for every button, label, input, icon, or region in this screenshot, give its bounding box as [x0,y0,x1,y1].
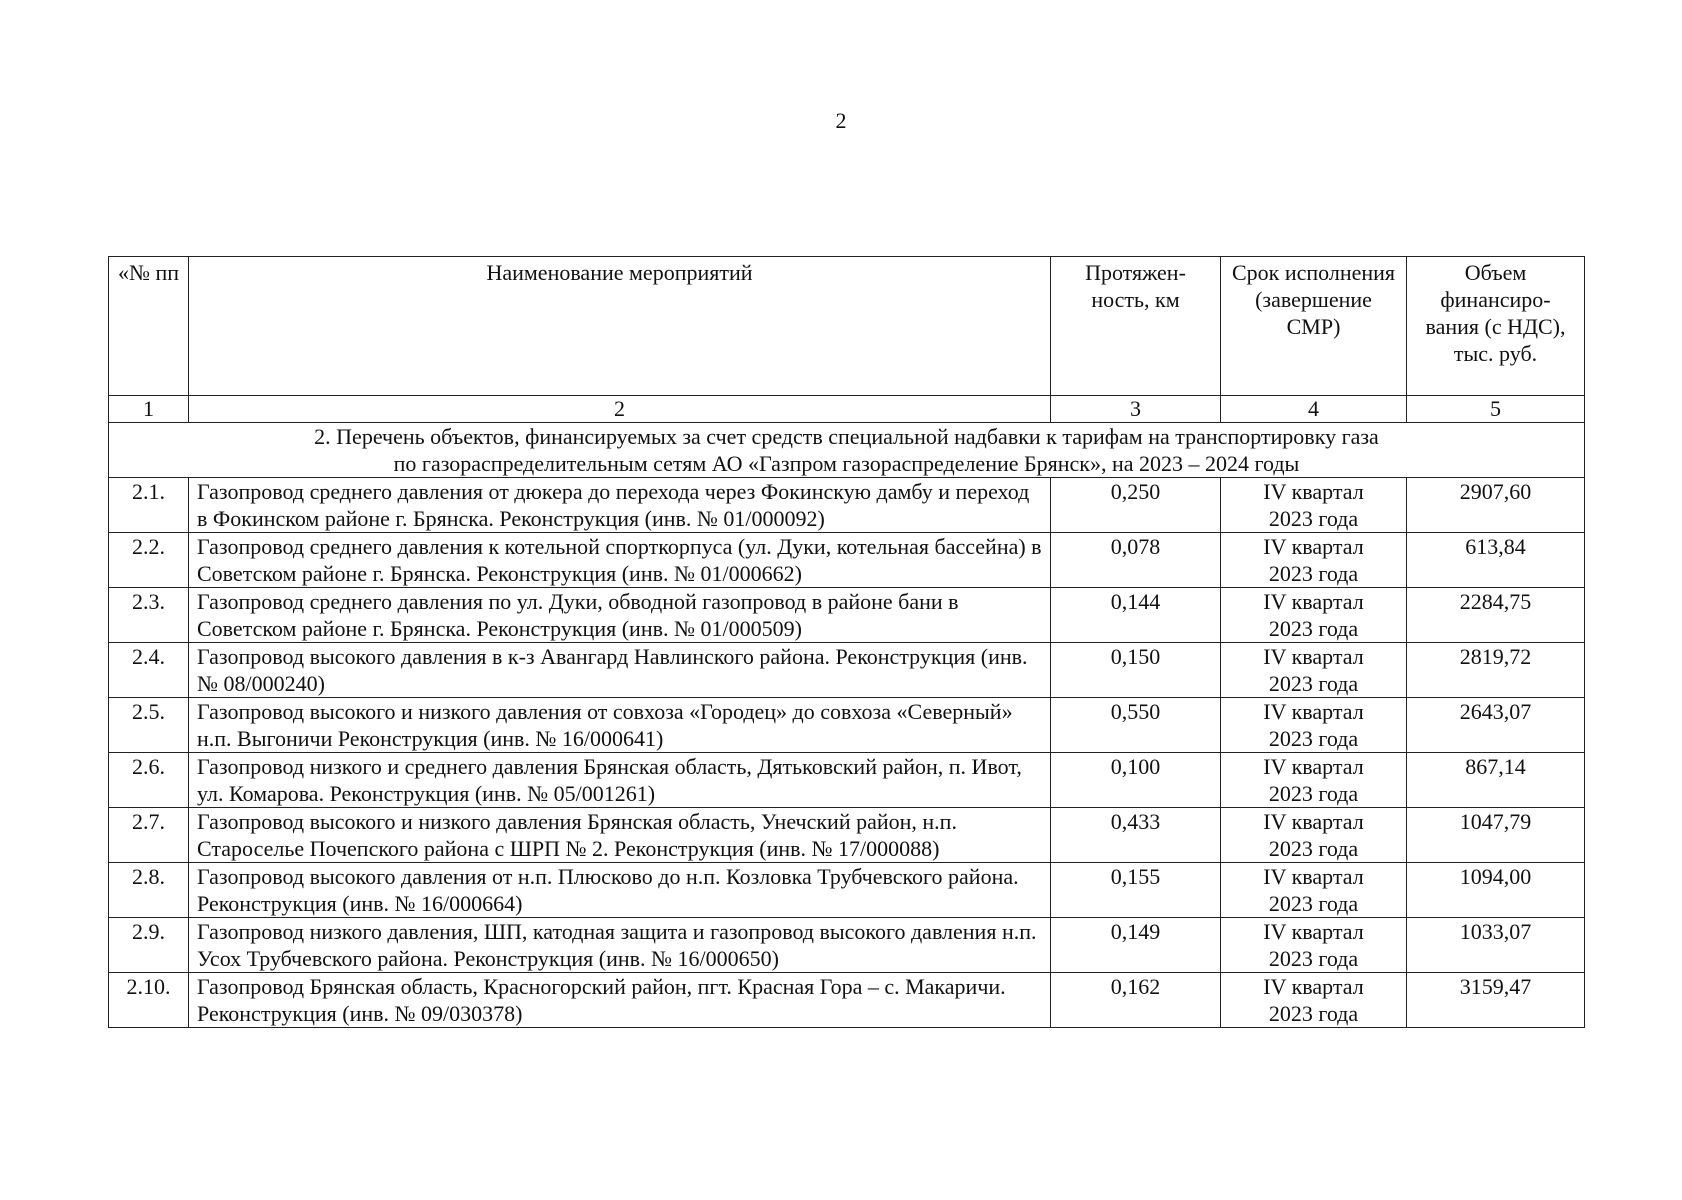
row-number: 2.3. [109,588,189,643]
row-term-line: 2023 года [1268,671,1359,696]
table-row [109,533,1585,588]
row-term [1221,918,1407,973]
row-term-line: 2023 года [1268,506,1359,531]
row-term-line: IV квартал [1263,754,1364,779]
objects-table [108,256,1585,1028]
row-name: Газопровод Брянская область, Красногорский район, пгт. Красная Гора – с. Макаричи. Реконструкция (инв. № 09/030378) [189,973,1051,1028]
row-term [1221,643,1407,698]
row-funding: 1033,07 [1407,918,1585,973]
row-number: 2.9. [109,918,189,973]
table-row [109,478,1585,533]
row-term-line: IV квартал [1263,644,1364,669]
table-row [109,698,1585,753]
row-term [1221,863,1407,918]
row-length: 0,100 [1051,753,1221,808]
row-term [1221,753,1407,808]
column-number: 4 [1221,396,1407,423]
column-number: 1 [109,396,189,423]
row-funding: 867,14 [1407,753,1585,808]
header-name: Наименование мероприятий [189,257,1051,396]
table-row [109,643,1585,698]
section-heading-row [109,423,1585,478]
row-funding: 1047,79 [1407,808,1585,863]
table-header-row [109,257,1585,396]
row-length: 0,078 [1051,533,1221,588]
row-number: 2.10. [109,973,189,1028]
row-name: Газопровод низкого и среднего давления Брянская область, Дятьковский район, п. Ивот, ул. Комарова. Реконструкция (инв. № 05/001261) [189,753,1051,808]
column-number: 2 [189,396,1051,423]
row-term [1221,588,1407,643]
row-funding: 613,84 [1407,533,1585,588]
row-term-line: IV квартал [1263,809,1364,834]
row-length: 0,144 [1051,588,1221,643]
row-term [1221,808,1407,863]
row-number: 2.4. [109,643,189,698]
header-funding: Объем финансиро-вания (с НДС), тыс. руб. [1407,257,1585,396]
row-length: 0,550 [1051,698,1221,753]
column-number: 5 [1407,396,1585,423]
row-length: 0,149 [1051,918,1221,973]
row-funding: 3159,47 [1407,973,1585,1028]
row-term [1221,698,1407,753]
row-length: 0,433 [1051,808,1221,863]
row-term-line: 2023 года [1268,836,1359,861]
row-term-line: 2023 года [1268,781,1359,806]
column-number: 3 [1051,396,1221,423]
row-term-line: IV квартал [1263,589,1364,614]
row-name: Газопровод высокого и низкого давления Брянская область, Унечский район, н.п. Староселье Почепского района с ШРП № 2. Реконструкция (инв. № 17/000088) [189,808,1051,863]
row-number: 2.7. [109,808,189,863]
row-term-line: 2023 года [1268,726,1359,751]
row-name: Газопровод высокого давления от н.п. Плюсково до н.п. Козловка Трубчевского района. Реконструкция (инв. № 16/000664) [189,863,1051,918]
header-term: Срок исполнения (завершение СМР) [1221,257,1407,396]
row-term-line: IV квартал [1263,699,1364,724]
row-term-line: 2023 года [1268,946,1359,971]
row-term-line: 2023 года [1268,891,1359,916]
header-num: «№ пп [109,257,189,396]
row-name: Газопровод среднего давления по ул. Дуки, обводной газопровод в районе бани в Советском районе г. Брянска. Реконструкция (инв. № 01/000509) [189,588,1051,643]
row-term-line: IV квартал [1263,479,1364,504]
row-term-line: IV квартал [1263,534,1364,559]
row-term-line: IV квартал [1263,919,1364,944]
row-term [1221,973,1407,1028]
page-number: 2 [835,108,847,133]
row-funding: 2643,07 [1407,698,1585,753]
table-row [109,918,1585,973]
row-length: 0,150 [1051,643,1221,698]
row-name: Газопровод среднего давления к котельной спорткорпуса (ул. Дуки, котельная бассейна) в Советском районе г. Брянска. Реконструкция (инв. № 01/000662) [189,533,1051,588]
row-length: 0,162 [1051,973,1221,1028]
row-term-line: 2023 года [1268,616,1359,641]
header-length: Протяжен-ность, км [1051,257,1221,396]
section-heading [109,423,1585,478]
table-row [109,863,1585,918]
table-row [109,808,1585,863]
row-number: 2.1. [109,478,189,533]
section-heading-line: по газораспределительным сетям АО «Газпром газораспределение Брянск», на 2023 – 2024 годы [393,451,1300,476]
row-funding: 2907,60 [1407,478,1585,533]
table-row [109,753,1585,808]
table-row [109,588,1585,643]
row-name: Газопровод высокого и низкого давления от совхоза «Городец» до совхоза «Северный» н.п. Выгоничи Реконструкция (инв. № 16/000641) [189,698,1051,753]
row-number: 2.8. [109,863,189,918]
row-length: 0,250 [1051,478,1221,533]
row-funding: 2284,75 [1407,588,1585,643]
row-funding: 2819,72 [1407,643,1585,698]
row-length: 0,155 [1051,863,1221,918]
row-term-line: 2023 года [1268,561,1359,586]
row-term-line: 2023 года [1268,1001,1359,1026]
table-row [109,973,1585,1028]
row-number: 2.2. [109,533,189,588]
row-name: Газопровод среднего давления от дюкера до перехода через Фокинскую дамбу и переход в Фокинском районе г. Брянска. Реконструкция (инв. № 01/000092) [189,478,1051,533]
column-numbers-row [109,396,1585,423]
row-funding: 1094,00 [1407,863,1585,918]
row-term [1221,478,1407,533]
row-number: 2.5. [109,698,189,753]
section-heading-line: 2. Перечень объектов, финансируемых за счет средств специальной надбавки к тарифам на транспортировку газа [314,424,1379,449]
row-term [1221,533,1407,588]
row-number: 2.6. [109,753,189,808]
row-term-line: IV квартал [1263,974,1364,999]
row-name: Газопровод высокого давления в к-з Авангард Навлинского района. Реконструкция (инв. № 08/000240) [189,643,1051,698]
row-name: Газопровод низкого давления, ШП, катодная защита и газопровод высокого давления н.п. Усох Трубчевского района. Реконструкция (инв. № 16/000650) [189,918,1051,973]
row-term-line: IV квартал [1263,864,1364,889]
